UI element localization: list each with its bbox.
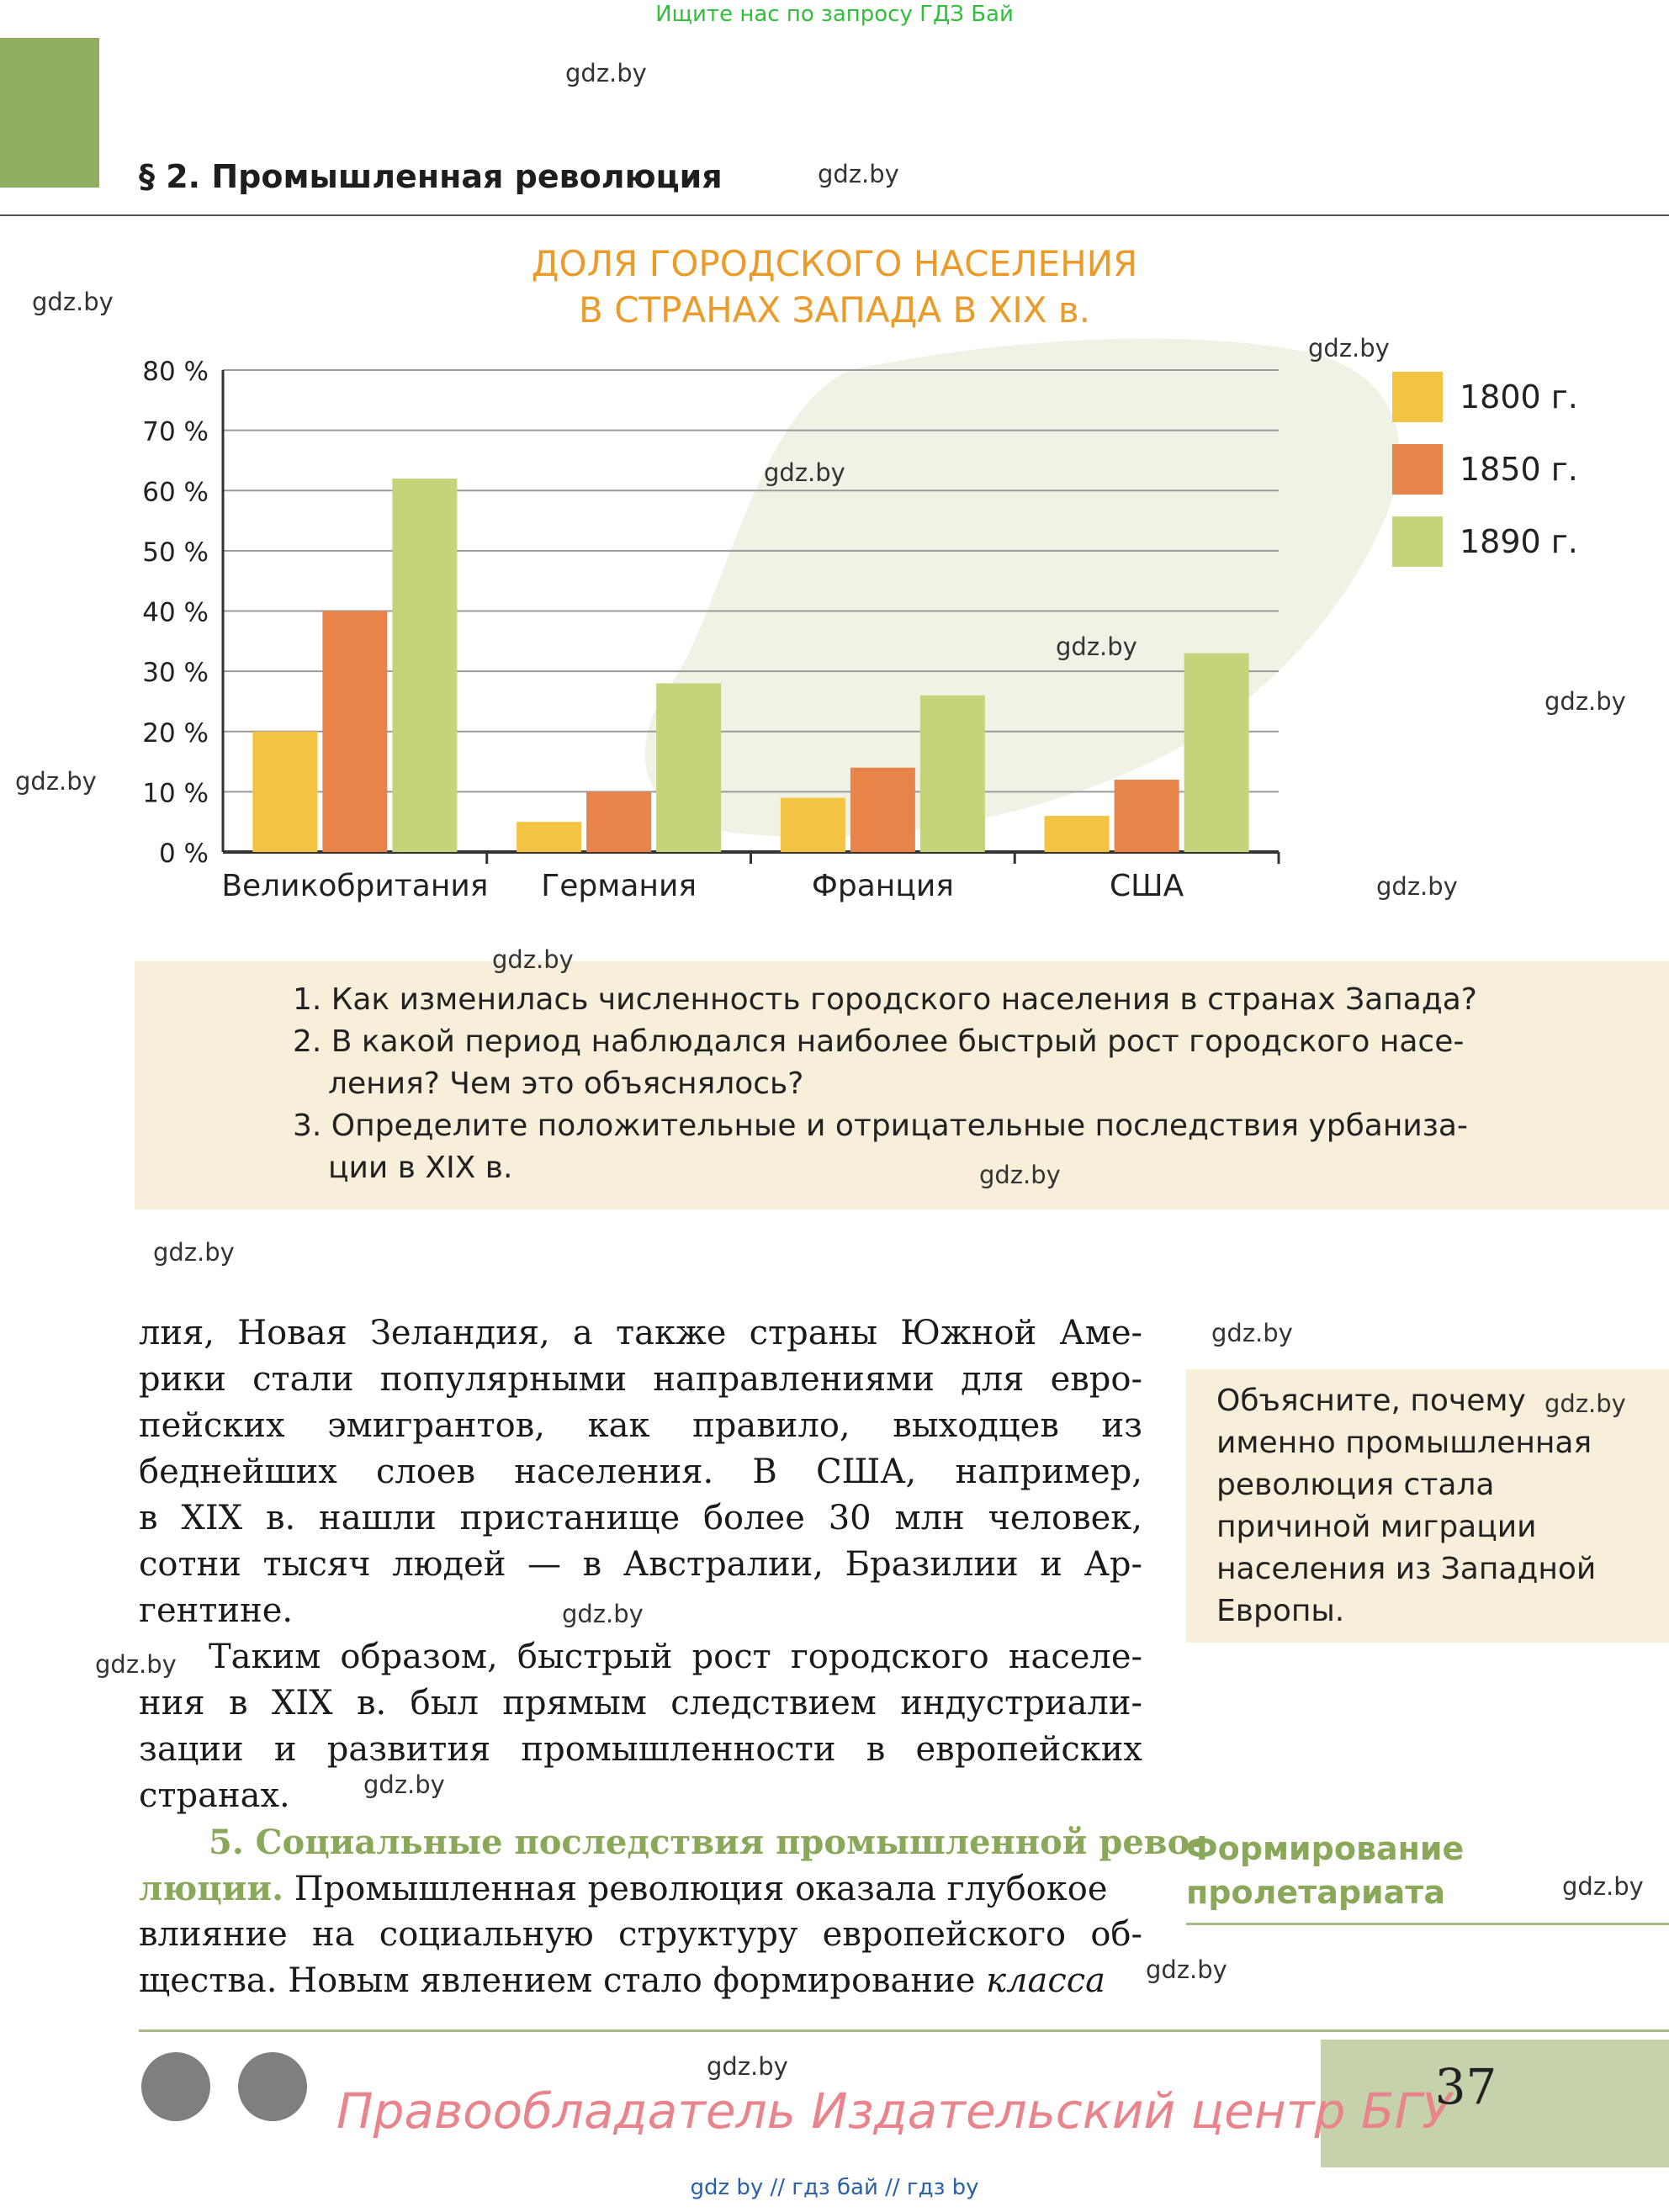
question-1: 1. Как изменилась численность городского населения в странах Запада?: [293, 982, 1477, 1017]
question-3-continued: ции в XIX в.: [328, 1151, 513, 1185]
paragraph-3-line-1: [139, 1869, 1107, 1908]
chart-title-line-1: ДОЛЯ ГОРОДСКОГО НАСЕЛЕНИЯ: [531, 243, 1138, 284]
y-tick-label: 60 %: [142, 477, 209, 508]
paragraph-1-line: пейских эмигрантов, как правило, выходцев из: [139, 1406, 1142, 1445]
paragraph-1-line: беднейших слоев населения. В США, например,: [139, 1453, 1142, 1491]
bar-Франция-1850 г.: [850, 768, 915, 852]
urban-population-chart: [0, 227, 1669, 917]
watermark: gdz.by: [565, 59, 647, 87]
watermark: gdz.by: [1376, 872, 1458, 901]
bar-Великобритания-1850 г.: [322, 611, 387, 853]
watermark: gdz.by: [979, 1161, 1061, 1189]
paragraph-1-line: сотни тысяч людей — в Австралии, Бразилии и Ар-: [139, 1545, 1142, 1584]
legend-swatch: [1392, 444, 1443, 495]
watermark: gdz.by: [764, 458, 845, 487]
legend-label: 1850 г.: [1460, 451, 1578, 488]
footer-divider: [139, 2029, 1669, 2032]
watermark: gdz.by: [1146, 1955, 1227, 1984]
chart-background-blob: [645, 339, 1400, 838]
paragraph-2-line: зации и развития промышленности в европейских: [139, 1730, 1142, 1769]
side-question-line: населения из Западной: [1216, 1552, 1597, 1586]
watermark: gdz.by: [15, 767, 97, 796]
watermark: gdz.by: [153, 1238, 235, 1267]
side-question-line: Объясните, почему: [1216, 1384, 1526, 1418]
bar-США-1800 г.: [1045, 816, 1110, 852]
legend-swatch: [1392, 372, 1443, 422]
paragraph-2-line: Таким образом, быстрый рост городского населе-: [209, 1638, 1142, 1676]
copyright-text: Правообладатель Издательский центр БГУ: [336, 2082, 1452, 2140]
bar-Германия-1890 г.: [656, 683, 721, 852]
y-tick-label: 30 %: [142, 658, 209, 689]
top-search-banner[interactable]: Ищите нас по запросу ГДЗ Бай: [655, 2, 1014, 27]
watermark: gdz.by: [32, 288, 114, 316]
bar-Франция-1800 г.: [781, 798, 845, 852]
side-heading-divider: [1186, 1923, 1669, 1925]
paragraph-3-text: Промышленная революция оказала глубокое: [283, 1870, 1108, 1908]
page-number: 37: [1434, 2058, 1497, 2115]
question-2-continued: ления? Чем это объяснялось?: [328, 1066, 804, 1101]
watermark: gdz.by: [818, 160, 899, 188]
footer-dot-icon: [141, 2052, 210, 2121]
bar-Великобритания-1890 г.: [392, 479, 457, 852]
y-tick-label: 20 %: [142, 717, 209, 749]
y-tick-label: 50 %: [142, 537, 209, 568]
y-tick-label: 70 %: [142, 416, 209, 447]
legend-label: 1890 г.: [1460, 523, 1578, 560]
bar-Великобритания-1800 г.: [252, 732, 317, 852]
watermark: gdz.by: [1544, 687, 1626, 716]
header-divider: [0, 214, 1669, 216]
watermark: gdz.by: [492, 945, 574, 974]
legend-swatch: [1392, 516, 1443, 567]
watermark: gdz.by: [1308, 334, 1390, 362]
bar-Германия-1850 г.: [586, 791, 651, 852]
question-3: 3. Определите положительные и отрицательные последствия урбаниза-: [293, 1109, 1468, 1143]
bar-США-1890 г.: [1184, 654, 1249, 852]
paragraph-1-line: рики стали популярными направлениями для евро-: [139, 1360, 1142, 1399]
side-question-line: Европы.: [1216, 1594, 1345, 1628]
paragraph-1-line: в XIX в. нашли пристанище более 30 млн человек,: [139, 1499, 1142, 1537]
paragraph-2-line: странах.: [139, 1776, 290, 1815]
chart-title-line-2: В СТРАНАХ ЗАПАДА В XIX в.: [578, 289, 1091, 331]
watermark: gdz.by: [1056, 632, 1137, 661]
bar-США-1850 г.: [1115, 780, 1179, 852]
x-tick-label: Германия: [541, 869, 697, 903]
legend-label: 1800 г.: [1460, 378, 1578, 415]
side-question-line: именно промышленная: [1216, 1426, 1592, 1460]
watermark: gdz.by: [1211, 1319, 1293, 1347]
x-tick-label: Франция: [811, 869, 954, 903]
side-question-line: причиной миграции: [1216, 1510, 1537, 1544]
watermark: gdz.by: [707, 2052, 788, 2081]
side-heading-line-1: Формирование: [1186, 1830, 1465, 1867]
paragraph-3-text: щества. Новым явлением стало формирование: [139, 1961, 987, 2000]
y-tick-label: 0 %: [158, 839, 209, 869]
watermark: gdz.by: [1562, 1872, 1644, 1901]
side-heading-line-2: пролетариата: [1186, 1874, 1445, 1911]
watermark: gdz.by: [95, 1650, 177, 1679]
y-tick-label: 80 %: [142, 357, 209, 387]
side-question-line: революция стала: [1216, 1468, 1495, 1502]
watermark: gdz.by: [1544, 1389, 1626, 1418]
bottom-watermark-links[interactable]: gdz by // гдз бай // гдз by: [690, 2175, 979, 2200]
y-tick-label: 40 %: [142, 597, 209, 628]
x-tick-label: Великобритания: [221, 869, 489, 903]
watermark: gdz.by: [562, 1600, 644, 1628]
x-tick-label: США: [1109, 869, 1184, 903]
footer-dot-icon: [238, 2052, 307, 2121]
bar-Германия-1800 г.: [517, 822, 581, 852]
question-2: 2. В какой период наблюдался наиболее быстрый рост городского насе-: [293, 1024, 1465, 1059]
term-class: класса: [986, 1961, 1105, 2000]
paragraph-3-line-3: [139, 1961, 1105, 2000]
y-tick-label: 10 %: [142, 778, 209, 809]
paragraph-1-line: гентине.: [139, 1591, 294, 1630]
paragraph-3-line-2: влияние на социальную структуру европейского об-: [139, 1915, 1142, 1954]
chapter-color-tab: [0, 38, 99, 188]
watermark: gdz.by: [363, 1770, 445, 1799]
section-5-heading-end: люции.: [139, 1869, 284, 1908]
section-5-heading: 5. Социальные последствия промышленной рево-: [209, 1823, 1204, 1862]
paragraph-1-line: лия, Новая Зеландия, а также страны Южной Аме-: [139, 1314, 1142, 1352]
section-title: § 2. Промышленная революция: [139, 158, 723, 195]
paragraph-2-line: ния в XIX в. был прямым следствием индустриали-: [139, 1684, 1142, 1723]
bar-Франция-1890 г.: [920, 696, 985, 852]
